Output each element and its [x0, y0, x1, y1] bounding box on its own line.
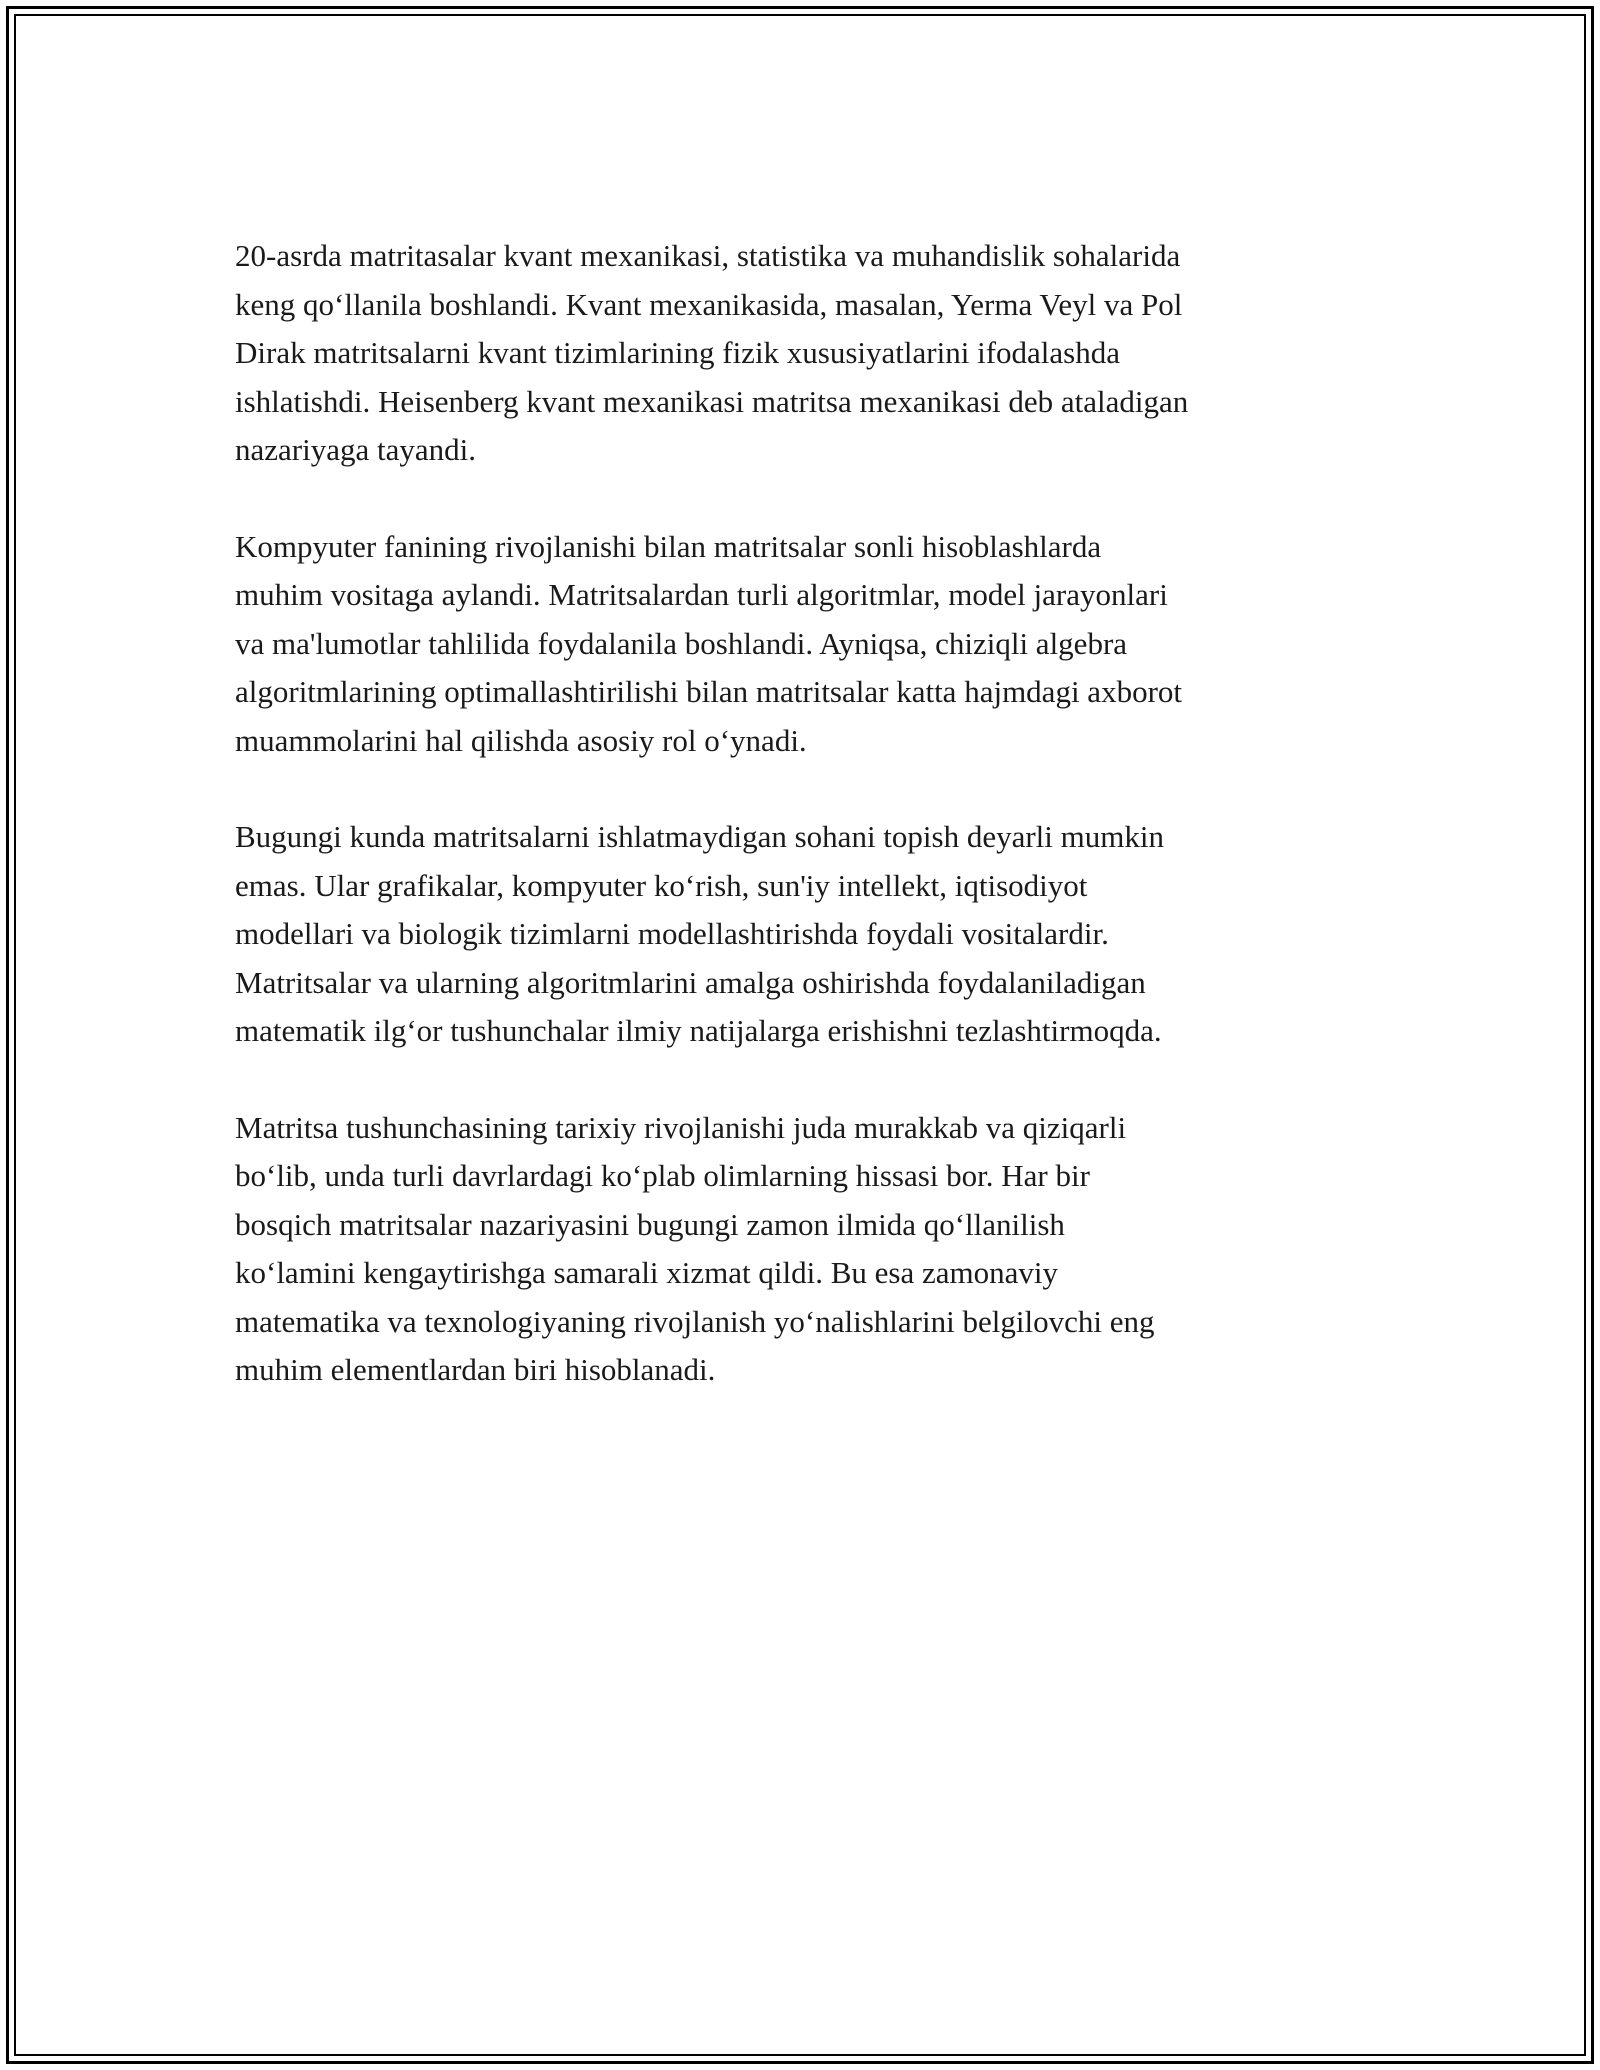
- text-line: Matritsa tushunchasining tarixiy rivojlanishi juda murakkab va qiziqarli: [235, 1109, 1127, 1145]
- paragraph-4: [235, 1104, 1385, 1395]
- text-line: nazariyaga tayandi.: [235, 432, 476, 467]
- text-line: Kompyuter fanining rivojlanishi bilan matritsalar sonli hisoblashlarda: [235, 528, 1102, 564]
- text-line: modellari va biologik tizimlarni modellashtirishda foydali vositalardir.: [235, 916, 1109, 951]
- paragraph-2: [235, 523, 1385, 766]
- text-line: muhim vositaga aylandi. Matritsalardan turli algoritmlar, model jarayonlari: [235, 577, 1168, 612]
- paragraph-3: [235, 813, 1385, 1056]
- text-line: bo‘lib, unda turli davrlardagi ko‘plab olimlarning hissasi bor. Har bir: [235, 1158, 1090, 1193]
- text-line: ishlatishdi. Heisenberg kvant mexanikasi matritsa mexanikasi deb ataladigan: [235, 383, 1189, 419]
- text-line: matematika va texnologiyaning rivojlanish yo‘nalishlarini belgilovchi eng: [235, 1303, 1155, 1339]
- paragraph-1: [235, 232, 1385, 475]
- document-body: [235, 232, 1385, 1443]
- text-line: 20-asrda matritasalar kvant mexanikasi, statistika va muhandislik sohalarida: [235, 238, 1181, 273]
- text-line: Dirak matritsalarni kvant tizimlarining fizik xususiyatlarini ifodalashda: [235, 335, 1120, 370]
- text-line: matematik ilg‘or tushunchalar ilmiy natijalarga erishishni tezlashtirmoqda.: [235, 1013, 1162, 1048]
- text-line: Bugungi kunda matritsalarni ishlatmaydigan sohani topish deyarli mumkin: [235, 819, 1165, 854]
- text-line: bosqich matritsalar nazariyasini bugungi zamon ilmida qo‘llanilish: [235, 1206, 1065, 1242]
- text-line: muhim elementlardan biri hisoblanadi.: [235, 1352, 716, 1387]
- text-line: ko‘lamini kengaytirishga samarali xizmat qildi. Bu esa zamonaviy: [235, 1255, 1058, 1290]
- text-line: emas. Ular grafikalar, kompyuter ko‘rish, sun'iy intellekt, iqtisodiyot: [235, 867, 1088, 903]
- text-line: muammolarini hal qilishda asosiy rol o‘ynadi.: [235, 722, 807, 758]
- text-line: algoritmlarining optimallashtirilishi bilan matritsalar katta hajmdagi axborot: [235, 674, 1182, 709]
- text-line: Matritsalar va ularning algoritmlarini amalga oshirishda foydalaniladigan: [235, 964, 1146, 1000]
- text-line: keng qo‘llanila boshlandi. Kvant mexanikasida, masalan, Yerma Veyl va Pol: [235, 286, 1183, 322]
- text-line: va ma'lumotlar tahlilida foydalanila boshlandi. Ayniqsa, chiziqli algebra: [235, 625, 1128, 661]
